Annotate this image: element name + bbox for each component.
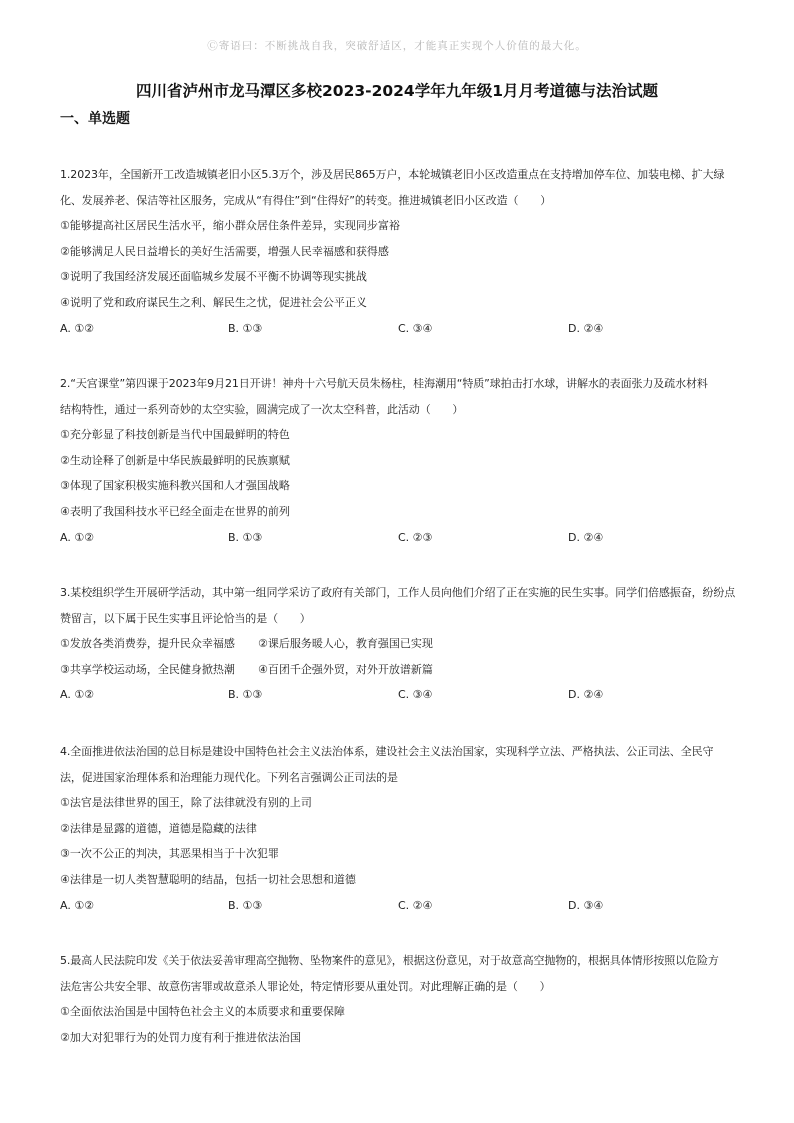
question-stem-line: 4.全面推进依法治国的总目标是建设中国特色社会主义法治体系，建设社会主义法治国家，实现科学立法、严格执法、公正司法、全民守	[60, 745, 714, 758]
option-c: C. ③④	[398, 688, 433, 702]
question-stem-line: 1.2023年，全国新开工改造城镇老旧小区5.3万个，涉及居民865万户，本轮城镇老旧小区改造重点在支持增加停车位、加装电梯、扩大绿	[60, 168, 725, 181]
statement-pair-row	[60, 631, 740, 657]
question-1	[60, 162, 740, 341]
option-a: A. ①②	[60, 321, 95, 335]
option-a: A. ①②	[60, 898, 95, 912]
statement-item: ①能够提高社区居民生活水平，缩小群众居住条件差异，实现同步富裕	[60, 219, 400, 233]
statement-item: ④表明了我国科技水平已经全面走在世界的前列	[60, 504, 290, 518]
statement-item: ①充分彰显了科技创新是当代中国最鲜明的特色	[60, 428, 290, 442]
option-d: D. ③④	[568, 898, 604, 912]
statement-item: ②加大对犯罪行为的处罚力度有利于推进依法治国	[60, 1030, 301, 1044]
page-title: 四川省泸州市龙马潭区多校2023-2024学年九年级1月月考道德与法治试题	[136, 82, 658, 100]
motto-watermark: Ⓒ寄语曰：不断挑战自我，突破舒适区，才能真正实现个人价值的最大化。	[207, 40, 587, 52]
question-3	[60, 580, 740, 708]
section-heading: 一、单选题	[60, 111, 130, 127]
option-b: B. ①③	[228, 321, 263, 335]
question-4	[60, 739, 740, 918]
statement-item: ②生动诠释了创新是中华民族最鲜明的民族禀赋	[60, 453, 290, 467]
statement-item: ③说明了我国经济发展还面临城乡发展不平衡不协调等现实挑战	[60, 270, 367, 284]
option-b: B. ①③	[228, 530, 263, 544]
statement-item: ④说明了党和政府谋民生之利、解民生之忧，促进社会公平正义	[60, 295, 367, 309]
answer-options	[60, 316, 740, 342]
statement-item: ①全面依法治国是中国特色社会主义的本质要求和重要保障	[60, 1005, 345, 1019]
option-a: A. ①②	[60, 530, 95, 544]
statement-item: ②能够满足人民日益增长的美好生活需要，增强人民幸福感和获得感	[60, 244, 389, 258]
statement-item: ②课后服务暖人心，教育强国已实现	[258, 637, 433, 651]
option-c: C. ②③	[398, 530, 433, 544]
option-a: A. ①②	[60, 688, 95, 702]
question-stem-line: 化、发展养老、保洁等社区服务，完成从“有得住”到“住得好”的转变。推进城镇老旧小区改造（ ）	[60, 193, 552, 207]
question-stem-line: 结构特性，通过一系列奇妙的太空实验，圆满完成了一次太空科普，此活动（ ）	[60, 402, 464, 416]
statement-item: ③共享学校运动场，全民健身掀热潮	[60, 662, 235, 676]
question-stem-line: 法危害公共安全罪、故意伤害罪或故意杀人罪论处，特定情形要从重处罚。对此理解正确的是（ ）	[60, 979, 551, 993]
option-b: B. ①③	[228, 898, 263, 912]
option-c: C. ③④	[398, 321, 433, 335]
statement-item: ①发放各类消费券，提升民众幸福感	[60, 637, 235, 651]
statement-item: ①法官是法律世界的国王，除了法律就没有别的上司	[60, 796, 312, 810]
statement-item: ②法律是显露的道德，道德是隐藏的法律	[60, 821, 257, 835]
option-b: B. ①③	[228, 688, 263, 702]
statement-pair-row	[60, 657, 740, 683]
answer-options	[60, 682, 740, 708]
question-2	[60, 371, 740, 550]
question-5	[60, 948, 740, 1050]
statement-item: ④法律是一切人类智慧聪明的结晶，包括一切社会思想和道德	[60, 872, 356, 886]
option-d: D. ②④	[568, 321, 604, 335]
option-d: D. ②④	[568, 530, 604, 544]
question-stem-line: 3.某校组织学生开展研学活动，其中第一组同学采访了政府有关部门，工作人员向他们介绍了正在实施的民生实事。同学们倍感振奋，纷纷点	[60, 586, 736, 599]
answer-options	[60, 525, 740, 551]
statement-item: ③体现了国家积极实施科教兴国和人才强国战略	[60, 479, 290, 493]
question-stem-line: 2.“天宫课堂”第四课于2023年9月21日开讲！神舟十六号航天员朱杨柱，桂海潮用“特质”球拍击打水球，讲解水的表面张力及疏水材料	[60, 377, 708, 390]
statement-item: ④百团千企强外贸，对外开放谱新篇	[258, 662, 433, 676]
statement-item: ③一次不公正的判决，其恶果相当于十次犯罪	[60, 847, 279, 861]
question-stem-line: 法，促进国家治理体系和治理能力现代化。下列名言强调公正司法的是	[60, 770, 398, 784]
question-stem-line: 赞留言，以下属于民生实事且评论恰当的是（ ）	[60, 611, 311, 625]
option-c: C. ②④	[398, 898, 433, 912]
question-stem-line: 5.最高人民法院印发《关于依法妥善审理高空抛物、坠物案件的意见》，根据这份意见，对于故意高空抛物的，根据具体情形按照以危险方	[60, 954, 719, 967]
option-d: D. ②④	[568, 688, 604, 702]
answer-options	[60, 893, 740, 919]
